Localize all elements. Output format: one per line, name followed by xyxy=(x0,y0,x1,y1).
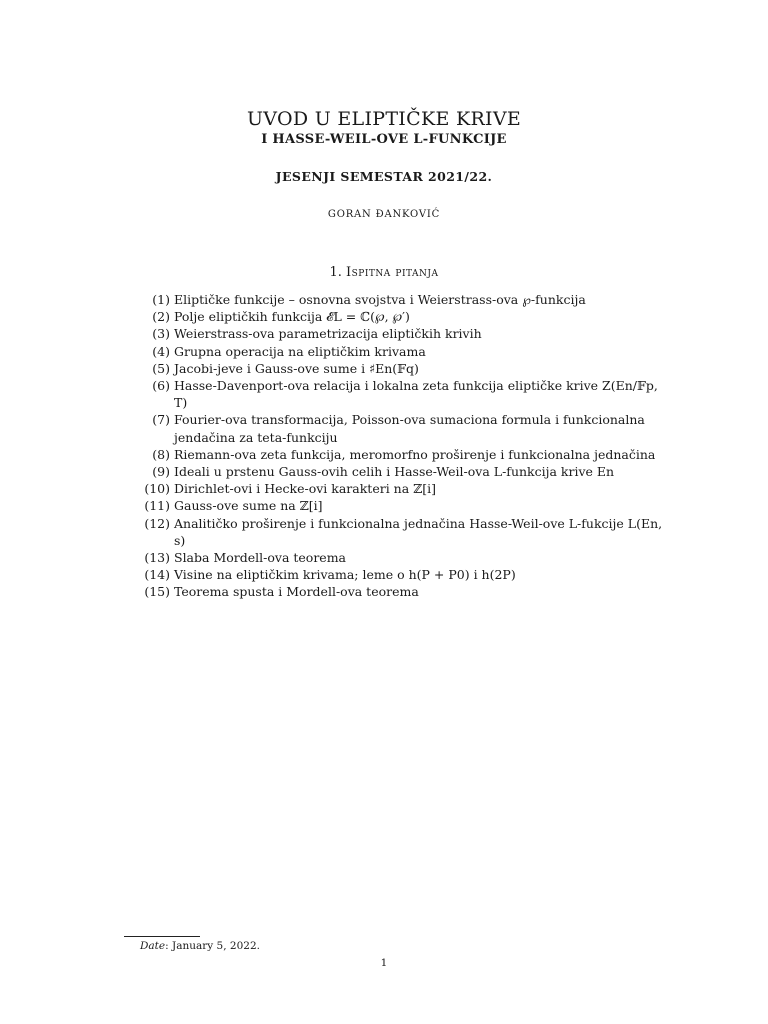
section-heading xyxy=(0,265,768,280)
list-item-text: Grupna operacija na eliptičkim krivama xyxy=(174,343,426,359)
list-item-text: Weierstrass-ova parametrizacija eliptičkih krivih xyxy=(174,326,482,342)
list-item-number: (12) xyxy=(144,515,170,531)
list-item-number: (3) xyxy=(152,326,170,342)
list-item-text: Eliptičke funkcije – osnovna svojstva i Weierstrass-ova ℘-funkcija xyxy=(174,292,586,307)
document-subtitle: I HASSE-WEIL-OVE L-FUNKCIJE xyxy=(261,132,507,147)
list-item xyxy=(132,583,672,600)
list-item xyxy=(132,343,672,360)
list-item xyxy=(132,515,672,549)
list-item xyxy=(132,291,672,308)
list-item-text: Analitičko proširenje i funkcionalna jednačina Hasse-Weil-ove L-fukcije L(En, s) xyxy=(174,515,663,548)
list-item-text: Jacobi-jeve i Gauss-ove sume i ♯En(𝔽q) xyxy=(174,360,419,376)
footnote-value: : January 5, 2022. xyxy=(165,940,260,952)
list-item-number: (15) xyxy=(144,584,170,600)
list-item-text: Dirichlet-ovi i Hecke-ovi karakteri na ℤ[i] xyxy=(174,481,437,497)
list-item-number: (11) xyxy=(144,498,170,514)
author-name: GORAN ĐANKOVIĆ xyxy=(327,209,441,220)
section-title: Ispitna pitanja xyxy=(346,265,439,280)
footnote-label: Date xyxy=(140,940,166,952)
footnote-rule xyxy=(124,936,200,937)
list-item xyxy=(132,566,672,583)
semester-line: JESENJI SEMESTAR 2021/22. xyxy=(275,169,493,184)
list-item-number: (14) xyxy=(144,567,170,583)
list-item xyxy=(132,480,672,497)
list-item xyxy=(132,497,672,514)
list-item xyxy=(132,377,672,411)
list-item xyxy=(132,360,672,377)
list-item xyxy=(132,308,672,325)
list-item-text: Ideali u prstenu Gauss-ovih celih i Hasse-Weil-ova L-funkcija krive En xyxy=(174,464,615,480)
list-item xyxy=(132,549,672,566)
list-item-number: (9) xyxy=(152,464,170,480)
list-item-text: Slaba Mordell-ova teorema xyxy=(174,550,346,566)
list-item-text: Gauss-ove sume na ℤ[i] xyxy=(174,498,323,514)
document-title: UVOD U ELIPTIČKE KRIVE xyxy=(246,108,522,130)
list-item xyxy=(132,325,672,342)
list-item-number: (10) xyxy=(144,481,170,497)
list-item-number: (2) xyxy=(152,309,170,325)
list-item-number: (6) xyxy=(152,378,170,394)
list-item-number: (13) xyxy=(144,550,170,566)
list-item-text: Visine na eliptičkim krivama; leme o h(P + P0) i h(2P) xyxy=(174,567,516,583)
list-item xyxy=(132,446,672,463)
footnote-date xyxy=(140,940,260,952)
list-item xyxy=(132,463,672,480)
section-number: 1. xyxy=(329,265,342,280)
list-item-number: (7) xyxy=(152,412,170,428)
list-item-text: Teorema spusta i Mordell-ova teorema xyxy=(174,584,419,600)
list-item-number: (1) xyxy=(152,292,170,307)
list-item-number: (8) xyxy=(152,446,170,462)
list-item-number: (5) xyxy=(152,360,170,376)
exam-question-list xyxy=(132,291,672,601)
list-item-number: (4) xyxy=(152,343,170,359)
list-item-text: Riemann-ova zeta funkcija, meromorfno proširenje i funkcionalna jednačina xyxy=(174,446,656,462)
page-number: 1 xyxy=(380,957,388,969)
list-item-text: Polje eliptičkih funkcija 𝓔L = ℂ(℘, ℘′) xyxy=(174,309,410,325)
list-item-text: Fourier-ova transformacija, Poisson-ova sumaciona formula i funkcionalna jendačina za teta-funkciju xyxy=(174,412,645,445)
list-item xyxy=(132,411,672,445)
list-item-text: Hasse-Davenport-ova relacija i lokalna zeta funkcija eliptičke krive Z(En/𝔽p, T) xyxy=(174,378,658,411)
